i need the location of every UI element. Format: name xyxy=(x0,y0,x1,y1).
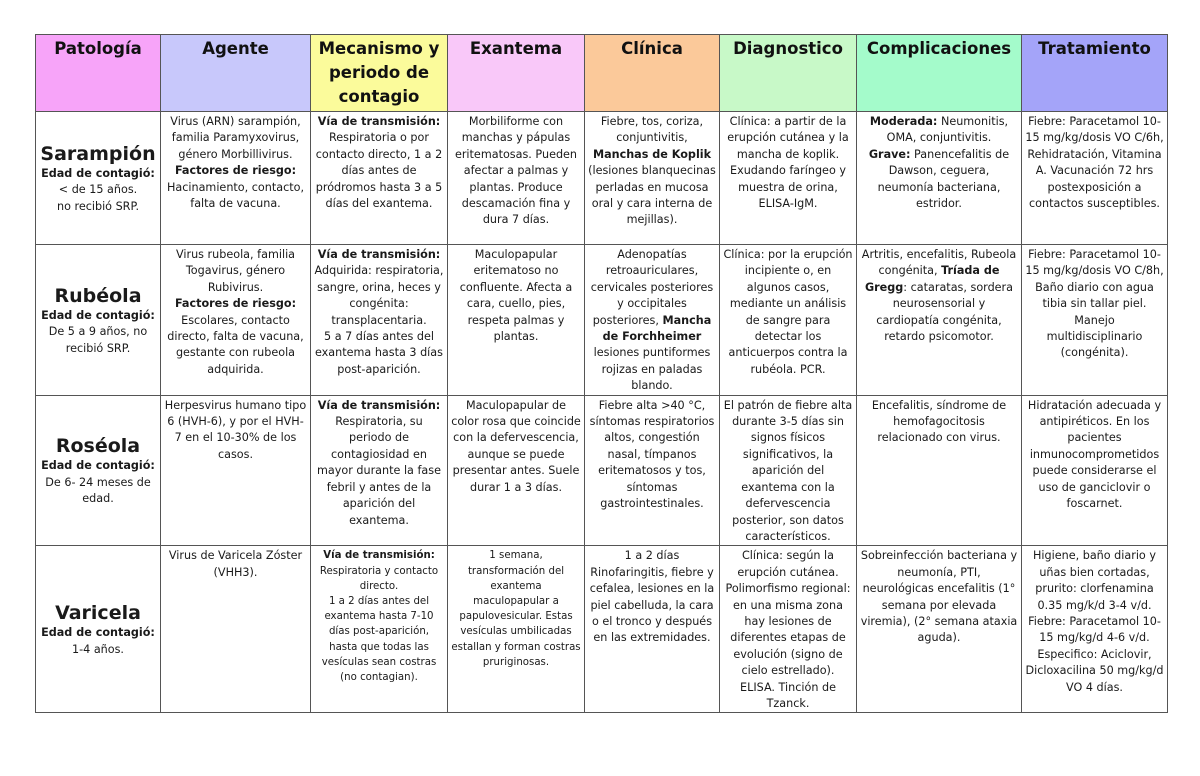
clinica-text: Adenopatías retroauriculares, cervicales posteriores y occipitales posteriores, xyxy=(590,248,714,327)
risk-factors-label: Factores de riesgo: xyxy=(174,297,297,311)
header-exantema: Exantema xyxy=(448,35,585,112)
transmission-label: Vía de transmisión: xyxy=(317,398,441,412)
tratamiento-text: Hidratación adecuada y antipiréticos. En los pacientes inmunocomprometidos puede considerarse el uso de ganciclovir o foscarnet. xyxy=(1027,398,1162,511)
diagnostico-text: Clínica: a partir de la erupción cutánea y la mancha de koplik. Exudando faríngeo y muestra de orina, ELISA-IgM. xyxy=(727,115,849,211)
age-value: no recibió SRP. xyxy=(56,199,140,213)
complication-text: Sobreinfección bacteriana y neumonía, PTI, neurológicas encefalitis (1° semana por elevada viremia), (2° semana ataxia aguda). xyxy=(860,549,1018,645)
clinica-cell xyxy=(585,395,720,546)
exantema-cell xyxy=(448,546,585,713)
table-row xyxy=(36,245,1168,396)
clinica-cell xyxy=(585,112,720,245)
age-value: De 5 a 9 años, no recibió SRP. xyxy=(48,325,148,355)
tratamiento-text: Fiebre: Paracetamol 10-15 mg/kg/dosis VO C/6h, Rehidratación, Vitamina A. Vacunación 72 hrs postexposición a contactos susceptibles. xyxy=(1025,115,1164,211)
header-diagnostico: Diagnostico xyxy=(720,35,857,112)
clinica-highlight: Manchas de Koplik xyxy=(592,147,712,161)
tratamiento-cell xyxy=(1022,245,1168,396)
transmission-text: Adquirida: respiratoria, sangre, orina, heces y congénita: transplacentaria. xyxy=(314,264,444,327)
clinica-text: lesiones puntiformes rojizas en paladas blando. xyxy=(593,346,711,393)
agente-cell xyxy=(161,112,311,245)
transmission-text: Respiratoria, su periodo de contagiosidad en mayor durante la fase febril y antes de la aparición del exantema. xyxy=(317,415,441,527)
header-complicaciones: Complicaciones xyxy=(857,35,1022,112)
pathology-cell xyxy=(36,395,161,546)
header-mecanismo: Mecanismo y periodo de contagio xyxy=(311,35,448,112)
table-row xyxy=(36,112,1168,245)
age-label: Edad de contagió: xyxy=(41,459,155,473)
complication-text: Artritis, encefalitis, Rubeola congénita, xyxy=(861,248,1017,278)
clinica-text: (lesiones blanquecinas perladas en mucosa oral y cara interna de mejillas). xyxy=(588,164,716,227)
transmission-period: 5 a 7 días antes del exantema hasta 3 días post-aparición. xyxy=(315,330,443,376)
diagnostico-text: El patrón de fiebre alta durante 3-5 días sin signos físicos significativos, la aparición del exantema con la defervescencia posterior, son datos característicos. xyxy=(723,398,853,543)
disease-comparison-table xyxy=(35,34,1168,713)
exantema-cell xyxy=(448,395,585,546)
mecanismo-cell xyxy=(311,395,448,546)
diagnostico-text: Clínica: por la erupción incipiente o, en algunos casos, mediante un análisis de sangre para detectar los anticuerpos contra la rubéola. PCR. xyxy=(723,248,853,376)
mecanismo-cell xyxy=(311,546,448,713)
agente-cell xyxy=(161,395,311,546)
header-agente: Agente xyxy=(161,35,311,112)
complication-highlight: Tríada de Gregg xyxy=(864,264,1000,294)
clinica-cell xyxy=(585,546,720,713)
risk-factors-text: Hacinamiento, contacto, falta de vacuna. xyxy=(166,180,305,211)
complicaciones-cell xyxy=(857,112,1022,245)
clinica-cell xyxy=(585,245,720,396)
transmission-label: Vía de transmisión: xyxy=(317,115,441,128)
age-value: De 6- 24 meses de edad. xyxy=(45,475,151,506)
header-patologia: Patología xyxy=(36,35,161,112)
table-row xyxy=(36,395,1168,546)
diagnostico-cell xyxy=(720,395,857,546)
exantema-text: 1 semana, transformación del exantema maculopapular a papulovesicular. Estas vesículas umbilicadas estallan y forman costras pruriginosas. xyxy=(451,550,581,668)
clinica-text: 1 a 2 días Rinofaringitis, fiebre y cefalea, lesiones en la piel cabelluda, la cara o el tronco y después en las extremidades. xyxy=(589,549,715,645)
header-tratamiento: Tratamiento xyxy=(1022,35,1168,112)
agente-text: Virus (ARN) sarampión, familia Paramyxovirus, género Morbillivirus. xyxy=(170,115,301,161)
header-row xyxy=(36,35,1168,112)
agente-text: Virus de Varicela Zóster (VHH3). xyxy=(168,549,303,579)
agente-text: Herpesvirus humano tipo 6 (HVH-6), y por el HVH-7 en el 10-30% de los casos. xyxy=(164,398,307,461)
complication-label: Grave: xyxy=(868,147,911,161)
pathology-name: Roséola xyxy=(55,435,141,458)
risk-factors-text: Escolares, contacto directo, falta de vacuna, gestante con rubeola adquirida. xyxy=(167,313,304,376)
pathology-cell xyxy=(36,546,161,713)
clinica-text: Fiebre alta >40 °C, síntomas respiratorios altos, congestión nasal, tímpanos eritematosos y tos, síntomas gastrointestinales. xyxy=(589,398,715,511)
risk-factors-label: Factores de riesgo: xyxy=(174,164,297,178)
complication-text: : cataratas, sordera neurosensorial y cardiopatía congénita, retardo psicomotor. xyxy=(876,280,1014,344)
agente-text: Virus rubeola, familia Togavirus, género Rubivirus. xyxy=(175,248,296,294)
diagnostico-cell xyxy=(720,112,857,245)
clinica-text: Fiebre, tos, coriza, conjuntivitis, xyxy=(600,115,704,145)
transmission-text: Respiratoria y contacto directo. xyxy=(319,565,439,592)
complicaciones-cell xyxy=(857,546,1022,713)
pathology-cell xyxy=(36,245,161,396)
complication-text: Neumonitis, OMA, conjuntivitis. xyxy=(886,115,1009,145)
diagnostico-cell xyxy=(720,546,857,713)
table-row xyxy=(36,546,1168,713)
diagnostico-text: Clínica: según la erupción cutánea. Polimorfismo regional: en una misma zona hay lesiones de diferentes etapas de evolución (signo de cielo estrellado). ELISA. Tinción de Tzanck. xyxy=(725,549,851,710)
transmission-label: Vía de transmisión: xyxy=(317,248,441,261)
header-clinica: Clínica xyxy=(585,35,720,112)
agente-cell xyxy=(161,245,311,396)
age-label: Edad de contagió: xyxy=(41,166,155,180)
tratamiento-cell xyxy=(1022,112,1168,245)
transmission-label: Vía de transmisión: xyxy=(323,550,435,562)
exantema-cell xyxy=(448,245,585,396)
exantema-cell xyxy=(448,112,585,245)
tratamiento-cell xyxy=(1022,395,1168,546)
agente-cell xyxy=(161,546,311,713)
age-label: Edad de contagió: xyxy=(41,626,155,640)
complication-text: Encefalitis, síndrome de hemofagocitosis relacionado con virus. xyxy=(871,398,1007,445)
pathology-name: Rubéola xyxy=(54,284,142,307)
complicaciones-cell xyxy=(857,395,1022,546)
age-value: < de 15 años. xyxy=(58,183,138,197)
clinica-highlight: Mancha de Forchheimer xyxy=(602,313,712,344)
pathology-name: Sarampión xyxy=(40,142,156,165)
age-value: 1-4 años. xyxy=(71,642,124,656)
mecanismo-cell xyxy=(311,112,448,245)
complication-label: Moderada: xyxy=(869,115,938,128)
tratamiento-text: Fiebre: Paracetamol 10-15 mg/kg/dosis VO C/8h, Baño diario con agua tibia sin tallar piel. Manejo multidisciplinario (congénita). xyxy=(1025,248,1164,360)
exantema-text: Maculopapular eritematoso no confluente. Afecta a cara, cuello, pies, respeta palmas y plantas. xyxy=(459,248,573,344)
exantema-text: Morbiliforme con manchas y pápulas eritematosas. Pueden afectar a palmas y plantas. Produce descamación fina y dura 7 días. xyxy=(454,115,578,227)
exantema-text: Maculopapular de color rosa que coincide con la defervescencia, aunque se puede presentar antes. Suele durar 1 a 3 días. xyxy=(451,398,581,494)
age-label: Edad de contagió: xyxy=(41,308,155,322)
transmission-text: Respiratoria o por contacto directo, 1 a 2 días antes de pródromos hasta 3 a 5 días del exantema. xyxy=(315,131,443,211)
tratamiento-cell xyxy=(1022,546,1168,713)
complication-text: Panencefalitis de Dawson, ceguera, neumonía bacteriana, estridor. xyxy=(877,147,1010,211)
diagnostico-cell xyxy=(720,245,857,396)
pathology-name: Varicela xyxy=(55,602,141,625)
tratamiento-text: Higiene, baño diario y uñas bien cortadas, prurito: clorfenamina 0.35 mg/k/d 3-4 v/d. Fiebre: Paracetamol 10-15 mg/kg/d 4-6 v/d. Especifico: Aciclovir, Dicloxacilina 50 mg/kg/d VO 4 días. xyxy=(1025,549,1164,694)
transmission-period: 1 a 2 días antes del exantema hasta 7-10 días post-aparición, hasta que todas las vesículas sean costras (no contagian). xyxy=(321,595,437,683)
complicaciones-cell xyxy=(857,245,1022,396)
pathology-cell xyxy=(36,112,161,245)
mecanismo-cell xyxy=(311,245,448,396)
